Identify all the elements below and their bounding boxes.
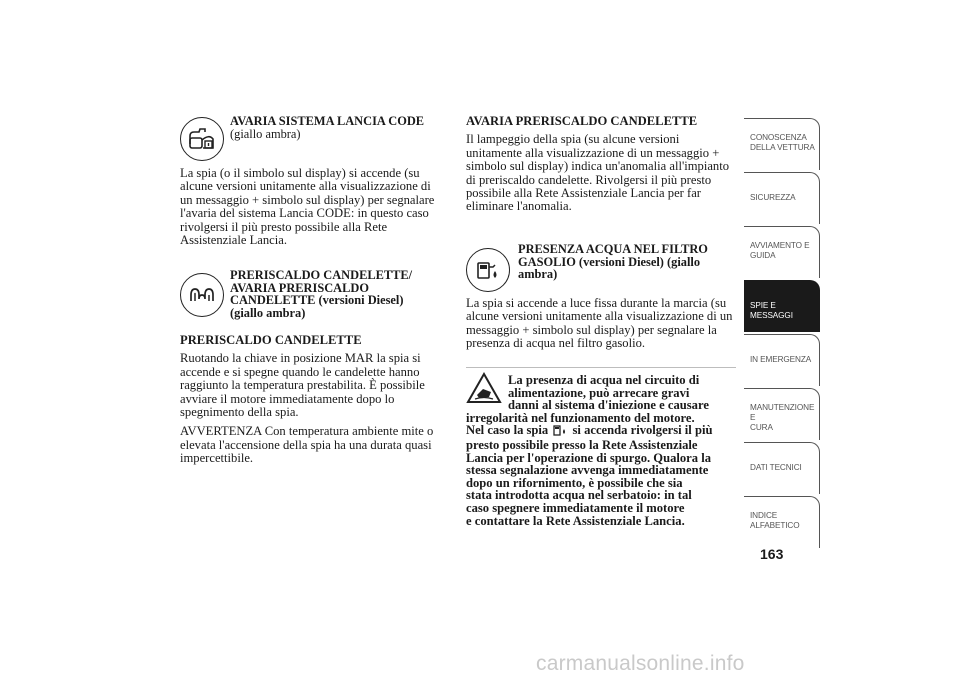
lancia-code-subtitle: (giallo ambra): [230, 126, 301, 141]
tab-label: SPIE E MESSAGGI: [750, 301, 793, 320]
glow-failure-title: AVARIA PRERISCALDO CANDELETTE: [466, 114, 698, 128]
caution-line3: danni al sistema d'iniezione e causare: [508, 398, 709, 413]
tab-label: IN EMERGENZA: [750, 355, 812, 364]
caution-line10: stata introdotta acqua nel serbatoio: in tal: [466, 488, 692, 503]
caution-line11: caso spegnere immediatamente il motore: [466, 500, 685, 515]
tab-indice[interactable]: [744, 496, 820, 548]
water-in-fuel-icon: [466, 248, 510, 292]
glow-plug-title: [230, 269, 412, 319]
glow-plug-subtitle: (giallo ambra): [230, 305, 306, 320]
page-number: 163: [760, 546, 784, 562]
glow-plug-icon: [180, 273, 224, 317]
tab-manutenzione[interactable]: [744, 388, 820, 440]
water-filter-body: [466, 297, 738, 357]
caution-line5: [466, 424, 738, 439]
tab-label: MANUTENZIONE E: [750, 403, 815, 422]
tab-label: CURA: [750, 423, 773, 432]
caution-text: [466, 374, 738, 527]
glow-plug-body-text: Ruotando la chiave in posizione MAR la spia si accende e si spegne quando le candelette hanno raggiunto la temperatura prestabilita. È possibile avviare il motore immediatamente dopo lo spegnimento della spia.: [180, 351, 425, 420]
tab-label: DELLA VETTURA: [750, 143, 815, 152]
glow-plug-section: [180, 334, 438, 472]
tab-dati-tecnici[interactable]: [744, 442, 820, 494]
glow-failure-section: [466, 115, 736, 220]
glow-plug-title-line3: CANDELETTE (versioni Diesel): [230, 293, 404, 308]
tab-label: DATI TECNICI: [750, 463, 802, 472]
caution-line5b: si accenda rivolgersi il più: [572, 423, 713, 438]
lancia-code-body-text: La spia (o il simbolo sul display) si accende (su alcune versioni unitamente alla visualizzazione di un messaggio + simbolo sul display) per segnalare l'avaria del sistema Lancia CODE: in questo caso rivolgersi il più presto possibile alla Rete Assistenziale Lancia.: [180, 166, 435, 248]
caution-line7: Lancia per l'operazione di spurgo. Qualora la: [466, 450, 712, 465]
caution-line5a: Nel caso la spia: [466, 423, 549, 438]
tab-label: CONOSCENZA: [750, 133, 807, 142]
caution-line9: dopo un rifornimento, è possibile che sia: [466, 475, 683, 490]
lancia-code-icon: [180, 117, 224, 161]
tab-emergenza[interactable]: [744, 334, 820, 386]
water-in-fuel-inline-icon: [553, 424, 567, 439]
tab-label: AVVIAMENTO E: [750, 241, 810, 250]
tab-label: GUIDA: [750, 251, 776, 260]
tab-conoscenza[interactable]: [744, 118, 820, 170]
water-filter-body-text: La spia si accende a luce fissa durante la marcia (su alcune versioni unitamente alla visualizzazione di un messaggio + simbolo sul display) per segnalare la presenza di acqua nel filtro gasolio.: [466, 296, 733, 351]
tab-label: INDICE: [750, 511, 778, 520]
tab-label: SICUREZZA: [750, 193, 796, 202]
caution-line4: irregolarità nel funzionamento del motore.: [466, 410, 695, 425]
caution-line12: e contattare la Rete Assistenziale Lancia.: [466, 513, 685, 528]
lancia-code-body: [180, 167, 438, 253]
water-filter-title-line3: ambra): [518, 267, 558, 282]
chapter-sidebar: [744, 118, 820, 550]
glow-plug-title-line1: PRERISCALDO CANDELETTE/: [230, 268, 413, 282]
tab-label: ALFABETICO: [750, 521, 800, 530]
caution-line8: stessa segnalazione avvenga immediatamente: [466, 463, 709, 478]
watermark: carmanualsonline.info: [536, 652, 745, 675]
tab-avviamento[interactable]: [744, 226, 820, 278]
caution-line1: La presenza di acqua nel circuito di: [508, 373, 700, 387]
water-filter-title: [518, 243, 708, 281]
caution-divider: [466, 367, 736, 368]
water-filter-title-line2: GASOLIO (versioni Diesel) (giallo: [518, 254, 701, 269]
glow-plug-title-line2: AVARIA PRERISCALDO: [230, 280, 369, 295]
caution-line2: alimentazione, può arrecare gravi: [508, 385, 690, 400]
tab-sicurezza[interactable]: [744, 172, 820, 224]
water-filter-title-line1: PRESENZA ACQUA NEL FILTRO: [518, 242, 708, 256]
glow-plug-section-title: PRERISCALDO CANDELETTE: [180, 333, 362, 347]
glow-plug-warning-text: AVVERTENZA Con temperatura ambiente mite o elevata l'accensione della spia ha una durata quasi impercettibile.: [180, 424, 434, 466]
tab-spie-messaggi[interactable]: [744, 280, 820, 332]
lancia-code-title-text: AVARIA SISTEMA LANCIA CODE: [230, 114, 425, 128]
lancia-code-title: [230, 115, 424, 140]
glow-failure-body-text: Il lampeggio della spia (su alcune versioni unitamente alla visualizzazione di un messaggio + simbolo sul display) indica un'anomalia all'impianto di preriscaldo candelette. Rivolgersi il più presto possibile alla Rete Assistenziale Lancia per far eliminare l'anomalia.: [466, 132, 730, 214]
caution-line6: presto possibile presso la Rete Assistenziale: [466, 437, 698, 452]
